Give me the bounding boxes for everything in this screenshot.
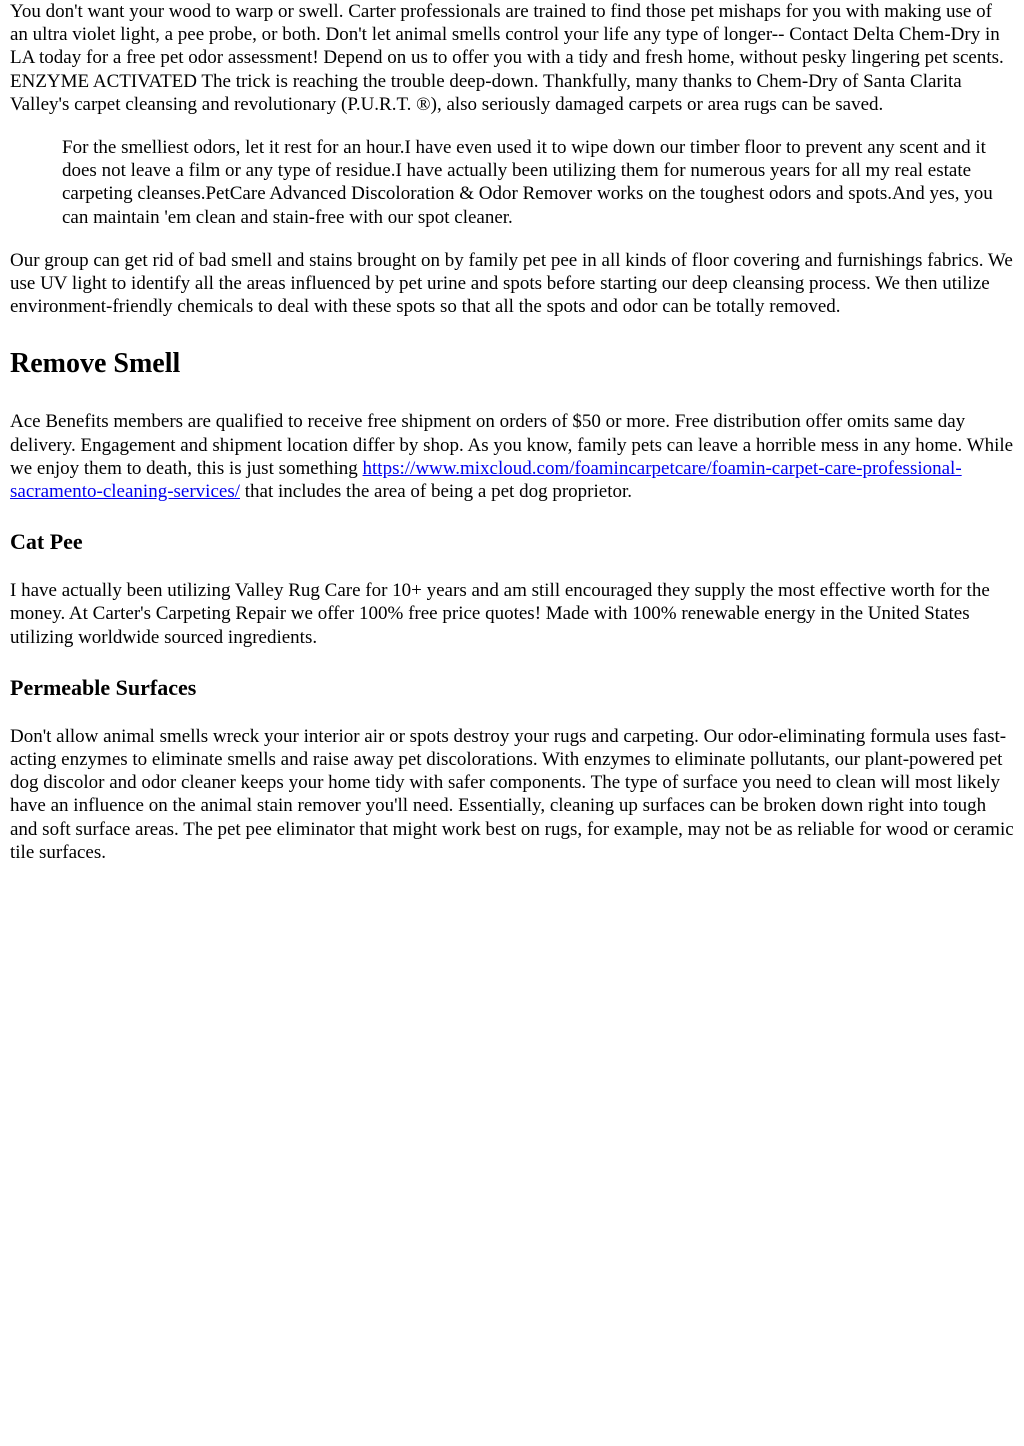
mixcloud-link[interactable]: https://www.mixcloud.com/foamincarpetcare/foamin-carpet-care-professional-sacramento-cleaning-services/ (10, 457, 962, 503)
remove-smell-text-after: that includes the area of being a pet dog proprietor. (240, 481, 633, 503)
blockquote (62, 136, 994, 229)
permeable-surfaces-paragraph: Don't allow animal smells wreck your interior air or spots destroy your rugs and carpeting. Our odor-eliminating formula uses fast-acting enzymes to eliminate smells and raise away pet discolorations. With enzymes to eliminate pollutants, our plant-powered pet dog discolor and odor cleaner keeps your home tidy with safer components. The type of surface you need to clean will most likely have an influence on the animal stain remover you'll need. Essentially, cleaning up surfaces can be broken down right into tough and soft surface areas. The pet pee eliminator that might work best on rugs, for example, may not be as reliable for wood or ceramic tile surfaces. (10, 725, 1014, 863)
remove-smell-text-before: Ace Benefits members are qualified to receive free shipment on orders of $50 or more. Free distribution offer omits same day delivery. Engagement and shipment location differ by shop. As you know, family pets can leave a horrible mess in any home. While we enjoy them to death, this is just something (10, 411, 1014, 479)
intro-paragraph: You don't want your wood to warp or swell. Carter professionals are trained to find those pet mishaps for you with making use of an ultra violet light, a pee probe, or both. Don't let animal smells control your life any type of longer-- Contact Delta Chem-Dry in LA today for a free pet odor assessment! Depend on us to offer you with a tidy and fresh home, without pesky lingering pet scents. ENZYME ACTIVATED The trick is reaching the trouble deep-down. Thankfully, many thanks to Chem-Dry of Santa Clarita Valley's carpet cleansing and revolutionary (P.U.R.T. ®), also seriously damaged carpets or area rugs can be saved. (10, 1, 1004, 115)
blockquote-text: For the smelliest odors, let it rest for an hour.I have even used it to wipe down our timber floor to prevent any scent and it does not leave a film or any type of residue.I have actually been utilizing them for numerous years for all my real estate carpeting cleanses.PetCare Advanced Discoloration & Odor Remover works on the toughest odors and spots.And yes, you can maintain 'em clean and stain-free with our spot cleaner. (62, 137, 993, 228)
remove-smell-paragraph (10, 410, 1014, 503)
heading-remove-smell: Remove Smell (10, 348, 181, 380)
heading-cat-pee: Cat Pee (10, 529, 83, 555)
group-paragraph: Our group can get rid of bad smell and stains brought on by family pet pee in all kinds of floor covering and furnishings fabrics. We use UV light to identify all the areas influenced by pet urine and spots before starting our deep cleansing process. We then utilize environment-friendly chemicals to deal with these spots so that all the spots and odor can be totally removed. (10, 249, 1013, 318)
cat-pee-paragraph: I have actually been utilizing Valley Rug Care for 10+ years and am still encouraged they supply the most effective worth for the money. At Carter's Carpeting Repair we offer 100% free price quotes! Made with 100% renewable energy in the United States utilizing worldwide sourced ingredients. (10, 580, 990, 648)
heading-permeable-surfaces: Permeable Surfaces (10, 674, 197, 700)
